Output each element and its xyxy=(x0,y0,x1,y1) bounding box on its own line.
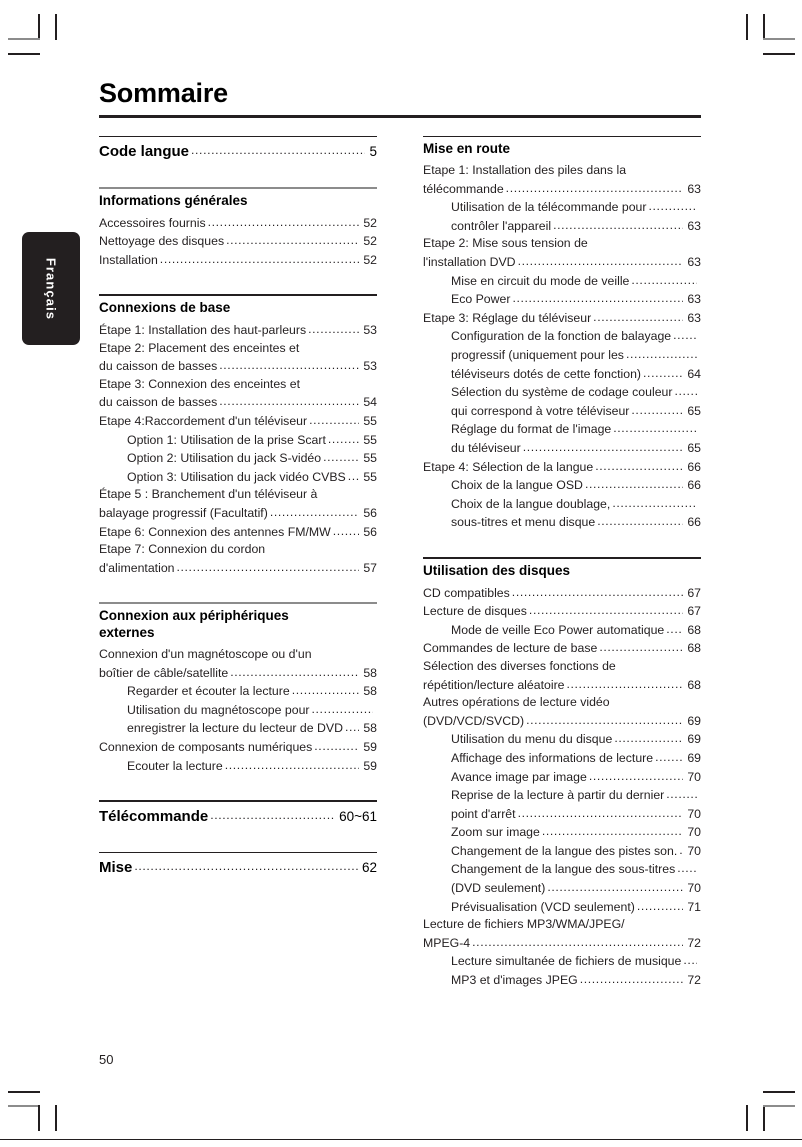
toc-entry-lecture-de-disques[interactable] xyxy=(423,602,701,621)
toc-entry-label: répétition/lecture aléatoire xyxy=(423,677,565,692)
toc-dot-leader xyxy=(593,309,683,327)
toc-entry-label: Changement de la langue des sous-titres xyxy=(451,862,676,877)
toc-entry-dvd-seulement[interactable] xyxy=(423,879,701,898)
toc-page-number: 54 xyxy=(363,395,377,410)
toc-entry-lecture-de-fichiers-mp3-wma-jpeg[interactable] xyxy=(423,916,701,934)
toc-entry-label: Avance image par image xyxy=(451,769,587,784)
toc-entry-label: Commandes de lecture de base xyxy=(423,641,598,656)
toc-dot-leader xyxy=(226,232,359,250)
language-side-tab xyxy=(22,232,80,345)
crop-mark-top-right-bleed xyxy=(763,53,795,55)
toc-entry-label: Prévisualisation (VCD seulement) xyxy=(451,899,635,914)
toc-entry-balayage-progressif-facultatif[interactable] xyxy=(99,504,377,523)
toc-page-number: 65 xyxy=(687,441,701,455)
toc-entry-utilisation-du-menu-du-disque[interactable] xyxy=(423,730,701,749)
section-rule xyxy=(99,187,377,189)
toc-dot-leader xyxy=(613,420,697,438)
toc-entry-mpeg-4[interactable] xyxy=(423,934,701,953)
section-rule xyxy=(99,294,377,296)
toc-entry-label: téléviseurs dotés de cette fonction) xyxy=(451,366,642,381)
toc-dot-leader xyxy=(673,327,697,345)
toc-page-number: 70 xyxy=(687,825,701,840)
toc-entry-label: boîtier de câble/satellite xyxy=(99,665,229,680)
toc-entry-enregistrer-la-lecture-du-lecteur-de-dvd[interactable] xyxy=(99,719,377,738)
block-spacer xyxy=(99,164,377,173)
toc-entry-lecture-simultanee-de-fichiers-de-musique[interactable] xyxy=(423,952,701,971)
toc-dot-leader xyxy=(333,523,360,541)
toc-dot-leader xyxy=(567,676,684,694)
toc-entry-label: Autres opérations de lecture vidéo xyxy=(423,695,610,710)
toc-dot-leader xyxy=(314,738,359,756)
block-spacer xyxy=(99,271,377,280)
toc-entry-telecommande[interactable] xyxy=(423,180,701,199)
toc-entry-label: du caisson de basses xyxy=(99,395,218,410)
toc-page-number: 56 xyxy=(363,506,377,520)
toc-block-mise xyxy=(99,829,377,879)
toc-page-number: 70 xyxy=(687,881,701,896)
toc-page-number: 63 xyxy=(687,310,701,325)
toc-page-number: 70 xyxy=(687,843,701,858)
toc-dot-leader xyxy=(649,198,698,216)
toc-entry-label: Utilisation du magnétoscope pour xyxy=(127,702,310,717)
toc-dot-leader xyxy=(210,805,335,826)
toc-entry-utilisation-de-la-telecommande-pour[interactable] xyxy=(423,198,701,217)
toc-entry-avance-image-par-image[interactable] xyxy=(423,768,701,787)
block-spacer xyxy=(99,829,377,838)
toc-entry-ecouter-la-lecture[interactable] xyxy=(99,757,377,776)
toc-dot-leader xyxy=(589,768,684,786)
toc-page-number: 72 xyxy=(687,935,701,950)
crop-mark-bottom-right-inner xyxy=(746,1105,748,1131)
toc-entry-reglage-du-format-de-l-image[interactable] xyxy=(423,420,701,439)
toc-entry-mise-en-circuit-du-mode-de-veille[interactable] xyxy=(423,272,701,291)
toc-page-number: 68 xyxy=(687,622,701,637)
toc-entry-label: du caisson de basses xyxy=(99,359,218,374)
toc-dot-leader xyxy=(683,952,697,970)
toc-entry-zoom-sur-image[interactable] xyxy=(423,823,701,842)
crop-mark-bottom-right-horizontal xyxy=(763,1105,795,1107)
page-title: Sommaire xyxy=(99,78,228,108)
toc-page-number: 70 xyxy=(687,769,701,784)
section-heading-informations-generales: Informations générales xyxy=(99,192,248,208)
toc-page-number: 63 xyxy=(687,292,701,307)
toc-entry-label: Mise xyxy=(99,859,133,877)
toc-block-utilisation-des-disques xyxy=(423,534,701,990)
toc-page-number: 66 xyxy=(687,478,701,493)
toc-entry-option-1-utilisation-de-la-prise-scart[interactable] xyxy=(99,431,377,450)
toc-dot-leader xyxy=(328,431,359,449)
toc-entry-choix-de-la-langue-doublage[interactable] xyxy=(423,495,701,514)
toc-page-number: 55 xyxy=(363,414,377,429)
toc-dot-leader xyxy=(219,357,359,375)
toc-dot-leader xyxy=(631,402,683,420)
toc-entry-label: Etape 4: Sélection de la langue xyxy=(423,459,594,474)
toc-entry-label: Nettoyage des disques xyxy=(99,234,225,249)
section-rule xyxy=(99,800,377,802)
toc-entry-label: (DVD seulement) xyxy=(451,881,546,896)
toc-entry-label: Lecture de disques xyxy=(423,604,527,619)
toc-page-number: 53 xyxy=(363,359,377,374)
section-rule xyxy=(423,557,701,559)
toc-entry-label: Changement de la langue des pistes son. xyxy=(451,843,678,858)
crop-mark-bottom-right-bleed xyxy=(763,1091,795,1093)
toc-dot-leader xyxy=(177,559,360,577)
toc-entry-label: MPEG-4 xyxy=(423,935,471,950)
toc-entry-label: Option 1: Utilisation de la prise Scart xyxy=(127,432,326,447)
toc-dot-leader xyxy=(542,823,683,841)
toc-page-number: 63 xyxy=(687,181,701,196)
toc-entry-point-d-arret[interactable] xyxy=(423,805,701,824)
toc-page-number: 63 xyxy=(687,255,701,270)
toc-entry-dvd-vcd-svcd[interactable] xyxy=(423,712,701,731)
toc-entry-label: qui correspond à votre téléviseur xyxy=(451,403,630,418)
page-content xyxy=(99,78,701,992)
toc-entry-label: Reprise de la lecture à partir du dernier xyxy=(451,788,665,803)
toc-entry-label: Sélection du système de codage couleur xyxy=(451,385,673,400)
toc-entry-etape-5-branchement-d-un-televiseur-a[interactable] xyxy=(99,486,377,504)
toc-entry-label: Etape 1: Installation des piles dans la xyxy=(423,163,627,178)
toc-entry-label: Télécommande xyxy=(99,807,209,825)
toc-entry-mp3-et-d-images-jpeg[interactable] xyxy=(423,971,701,990)
toc-entry-label: Étape 5 : Branchement d'un téléviseur à xyxy=(99,487,318,502)
toc-dot-leader xyxy=(679,842,683,860)
toc-page-number: 60~61 xyxy=(339,808,377,824)
toc-entry-label: Sélection des diverses fonctions de xyxy=(423,658,616,673)
toc-page-number: 53 xyxy=(363,323,377,338)
crop-mark-top-left-horizontal xyxy=(8,38,40,40)
toc-entry-qui-correspond-a-votre-televiseur[interactable] xyxy=(423,402,701,421)
toc-entry-etape-1-installation-des-piles-dans-la[interactable] xyxy=(423,162,701,180)
toc-entry-label: Utilisation du menu du disque xyxy=(451,732,613,747)
toc-entry-regarder-et-ecouter-la-lecture[interactable] xyxy=(99,682,377,701)
toc-entry-label: Installation xyxy=(99,252,158,267)
toc-entry-accessoires-fournis[interactable] xyxy=(99,214,377,233)
toc-entry-choix-de-la-langue-osd[interactable] xyxy=(423,476,701,495)
toc-page-number: 59 xyxy=(363,739,377,754)
toc-entry-label: Etape 7: Connexion du cordon xyxy=(99,542,266,557)
toc-dot-leader xyxy=(626,346,697,364)
toc-entry-sous-titres-et-menu-disque[interactable] xyxy=(423,513,701,532)
toc-dot-leader xyxy=(312,701,373,719)
toc-entry-label: Etape 4:Raccordement d'un téléviseur xyxy=(99,414,308,429)
toc-page-number: 66 xyxy=(687,459,701,474)
toc-entry-label: MP3 et d'images JPEG xyxy=(451,973,578,988)
toc-dot-leader xyxy=(518,253,684,271)
crop-mark-top-left-bleed xyxy=(8,53,40,55)
toc-dot-leader xyxy=(674,383,697,401)
toc-entry-label: Option 3: Utilisation du jack vidéo CVBS xyxy=(127,469,346,484)
toc-dot-leader xyxy=(308,321,359,339)
toc-dot-leader xyxy=(666,786,697,804)
toc-entry-label: Utilisation de la télécommande pour xyxy=(451,200,647,215)
toc-page-number: 63 xyxy=(687,218,701,233)
toc-entry-etape-2-placement-des-enceintes-et[interactable] xyxy=(99,340,377,358)
crop-mark-bottom-left-bleed xyxy=(8,1091,40,1093)
toc-entry-progressif-uniquement-pour-les[interactable] xyxy=(423,346,701,365)
toc-entry-mode-de-veille-eco-power-automatique[interactable] xyxy=(423,621,701,640)
toc-entry-label: Etape 2: Placement des enceintes et xyxy=(99,340,300,355)
toc-entry-label: Étape 1: Installation des haut-parleurs xyxy=(99,323,307,338)
toc-entry-label: point d'arrêt xyxy=(451,806,516,821)
toc-entry-du-televiseur[interactable] xyxy=(423,439,701,458)
toc-entry-label: progressif (uniquement pour les xyxy=(451,348,624,363)
toc-page-number: 69 xyxy=(687,732,701,747)
toc-entry-label: Accessoires fournis xyxy=(99,215,206,230)
toc-dot-leader xyxy=(666,621,683,639)
toc-entry-label: sous-titres et menu disque xyxy=(451,515,596,530)
toc-dot-leader xyxy=(637,898,683,916)
toc-dot-leader xyxy=(523,439,684,457)
toc-entry-label: Etape 3: Connexion des enceintes et xyxy=(99,376,300,391)
toc-page-number: 58 xyxy=(363,721,377,736)
crop-mark-top-left-inner xyxy=(55,14,57,40)
toc-entry-etape-3-reglage-du-televiseur[interactable] xyxy=(423,309,701,328)
toc-dot-leader xyxy=(270,504,359,522)
toc-entry-repetition-lecture-aleatoire[interactable] xyxy=(423,676,701,695)
toc-entry-label: d'alimentation xyxy=(99,560,175,575)
toc-entry-label: Connexion d'un magnétoscope ou d'un xyxy=(99,646,312,661)
toc-entry-utilisation-du-magnetoscope-pour[interactable] xyxy=(99,701,377,720)
toc-entry-selection-du-systeme-de-codage-couleur[interactable] xyxy=(423,383,701,402)
toc-entry-cd-compatibles[interactable] xyxy=(423,584,701,603)
toc-dot-leader xyxy=(529,602,683,620)
toc-page-number: 52 xyxy=(363,215,377,230)
toc-page-number: 58 xyxy=(363,684,377,699)
toc-dot-leader xyxy=(580,971,684,989)
toc-entry-commandes-de-lecture-de-base[interactable] xyxy=(423,639,701,658)
section-rule xyxy=(99,852,377,854)
toc-dot-leader xyxy=(547,879,683,897)
toc-page-number: 59 xyxy=(363,758,377,773)
crop-mark-top-right-vertical xyxy=(763,14,765,40)
crop-mark-bottom-left-inner xyxy=(55,1105,57,1131)
toc-entry-etape-4-selection-de-la-langue[interactable] xyxy=(423,458,701,477)
section-heading-mise-en-route: Mise en route xyxy=(423,141,511,157)
toc-entry-label: Option 2: Utilisation du jack S-vidéo xyxy=(127,451,322,466)
toc-entry-label: télécommande xyxy=(423,181,504,196)
toc-page-number: 66 xyxy=(687,515,701,530)
toc-entry-code-langue[interactable] xyxy=(99,140,377,162)
toc-entry-label: contrôler l'appareil xyxy=(451,218,552,233)
toc-entry-label: Lecture simultanée de fichiers de musique xyxy=(451,954,682,969)
toc-entry-label: Choix de la langue doublage, xyxy=(451,496,611,511)
toc-dot-leader xyxy=(599,639,683,657)
toc-dot-leader xyxy=(526,712,683,730)
toc-entry-label: Choix de la langue OSD xyxy=(451,478,583,493)
toc-entry-controler-l-appareil[interactable] xyxy=(423,217,701,236)
toc-page-number: 55 xyxy=(363,432,377,447)
bottom-trim-line xyxy=(0,1139,802,1140)
toc-block-connexions-de-base xyxy=(99,271,377,577)
page-number: 50 xyxy=(99,1052,114,1067)
toc-entry-reprise-de-la-lecture-a-partir-du-dernier[interactable] xyxy=(423,786,701,805)
toc-dot-leader xyxy=(595,458,683,476)
toc-entry-label: Etape 3: Réglage du téléviseur xyxy=(423,310,592,325)
toc-dot-leader xyxy=(323,449,359,467)
crop-mark-bottom-right-vertical xyxy=(763,1105,765,1131)
section-heading-connexion-aux-peripheriques: Connexion aux périphériques externes xyxy=(99,607,377,641)
toc-page-number: 71 xyxy=(687,899,701,914)
toc-entry-connexion-de-composants-numeriques[interactable] xyxy=(99,738,377,757)
toc-dot-leader xyxy=(506,180,684,198)
toc-dot-leader xyxy=(160,251,360,269)
toc-entry-label: Ecouter la lecture xyxy=(127,758,223,773)
block-spacer xyxy=(99,777,377,786)
title-underline-rule xyxy=(99,115,701,118)
toc-columns xyxy=(99,136,701,992)
toc-entry-installation[interactable] xyxy=(99,251,377,270)
crop-mark-bottom-left-vertical xyxy=(38,1105,40,1131)
toc-entry-eco-power[interactable] xyxy=(423,290,701,309)
toc-page-number: 55 xyxy=(363,469,377,484)
toc-dot-leader xyxy=(655,749,683,767)
toc-entry-autres-operations-de-lecture-video[interactable] xyxy=(423,694,701,712)
section-heading-utilisation-des-disques: Utilisation des disques xyxy=(423,562,571,578)
toc-entry-label: (DVD/VCD/SVCD) xyxy=(423,713,525,728)
toc-entry-televiseurs-dotes-de-cette-fonction[interactable] xyxy=(423,365,701,384)
toc-entry-option-2-utilisation-du-jack-s-video[interactable] xyxy=(99,449,377,468)
toc-dot-leader xyxy=(512,584,684,602)
toc-entry-etape-2-mise-sous-tension-de[interactable] xyxy=(423,235,701,253)
toc-entry-previsualisation-vcd-seulement[interactable] xyxy=(423,898,701,917)
toc-dot-leader xyxy=(134,856,358,877)
toc-page-number: 64 xyxy=(687,366,701,381)
toc-page-number: 70 xyxy=(687,806,701,821)
section-heading-line2: externes xyxy=(99,624,155,640)
toc-block-informations-generales xyxy=(99,164,377,269)
toc-dot-leader xyxy=(208,214,360,232)
toc-column-left xyxy=(99,136,377,992)
toc-entry-l-installation-dvd[interactable] xyxy=(423,253,701,272)
toc-dot-leader xyxy=(631,272,697,290)
toc-dot-leader xyxy=(612,495,697,513)
toc-entry-changement-de-la-langue-des-sous-titres[interactable] xyxy=(423,860,701,879)
toc-dot-leader xyxy=(677,860,697,878)
toc-entry-label: Mode de veille Eco Power automatique xyxy=(451,622,665,637)
block-spacer xyxy=(423,534,701,543)
toc-entry-label: Connexion de composants numériques xyxy=(99,739,313,754)
toc-entry-label: balayage progressif (Facultatif) xyxy=(99,506,268,520)
crop-mark-bottom-left-horizontal xyxy=(8,1105,40,1107)
toc-page-number: 62 xyxy=(361,860,377,876)
toc-dot-leader xyxy=(225,757,360,775)
toc-block-code-langue xyxy=(99,136,377,163)
toc-entry-boitier-de-cable-satellite[interactable] xyxy=(99,664,377,683)
toc-page-number: 72 xyxy=(687,973,701,988)
toc-entry-label: Configuration de la fonction de balayage xyxy=(451,329,672,344)
toc-entry-d-alimentation[interactable] xyxy=(99,559,377,578)
toc-entry-option-3-utilisation-du-jack-video-cvbs[interactable] xyxy=(99,468,377,487)
toc-page-number: 52 xyxy=(363,252,377,267)
toc-dot-leader xyxy=(348,468,360,486)
toc-entry-changement-de-la-langue-des-pistes-son[interactable] xyxy=(423,842,701,861)
toc-page-number: 68 xyxy=(687,677,701,692)
toc-entry-label: Zoom sur image xyxy=(451,825,540,840)
toc-page-number: 69 xyxy=(687,750,701,765)
toc-entry-connexion-d-un-magnetoscope-ou-d-un[interactable] xyxy=(99,646,377,664)
toc-entry-label: Affichage des informations de lecture xyxy=(451,750,654,765)
section-rule xyxy=(99,602,377,604)
toc-page-number: 67 xyxy=(687,604,701,619)
toc-dot-leader xyxy=(345,719,359,737)
toc-page-number: 67 xyxy=(687,585,701,600)
crop-mark-top-right-horizontal xyxy=(763,38,795,40)
toc-entry-selection-des-diverses-fonctions-de[interactable] xyxy=(423,658,701,676)
crop-mark-top-right-inner xyxy=(746,14,748,40)
section-heading-connexions-de-base: Connexions de base xyxy=(99,300,231,316)
toc-block-telecommande xyxy=(99,777,377,827)
toc-entry-du-caisson-de-basses[interactable] xyxy=(99,393,377,412)
toc-page-number: 69 xyxy=(687,713,701,728)
toc-entry-etape-4-raccordement-d-un-televiseur[interactable] xyxy=(99,412,377,431)
toc-entry-label: Mise en circuit du mode de veille xyxy=(451,273,630,288)
block-spacer xyxy=(99,579,377,588)
toc-dot-leader xyxy=(219,393,359,411)
toc-entry-label: Lecture de fichiers MP3/WMA/JPEG/ xyxy=(423,917,625,932)
toc-dot-leader xyxy=(553,217,683,235)
toc-entry-etape-7-connexion-du-cordon[interactable] xyxy=(99,541,377,559)
toc-entry-du-caisson-de-basses[interactable] xyxy=(99,357,377,376)
toc-column-right xyxy=(423,136,701,992)
toc-entry-label: Etape 6: Connexion des antennes FM/MW xyxy=(99,524,331,539)
toc-entry-label: Eco Power xyxy=(451,292,511,307)
toc-entry-label: enregistrer la lecture du lecteur de DVD xyxy=(127,721,343,736)
section-rule xyxy=(423,136,701,138)
toc-dot-leader xyxy=(518,805,684,823)
toc-dot-leader xyxy=(309,412,359,430)
toc-dot-leader xyxy=(585,476,683,494)
toc-entry-etape-3-connexion-des-enceintes-et[interactable] xyxy=(99,376,377,394)
crop-mark-top-left-vertical xyxy=(38,14,40,40)
toc-page-number: 56 xyxy=(363,524,377,539)
toc-dot-leader xyxy=(472,934,683,952)
toc-entry-label: l'installation DVD xyxy=(423,255,516,270)
toc-dot-leader xyxy=(643,365,683,383)
toc-page-number: 52 xyxy=(363,234,377,249)
toc-dot-leader xyxy=(512,290,683,308)
toc-entry-nettoyage-des-disques[interactable] xyxy=(99,232,377,251)
toc-entry-label: Regarder et écouter la lecture xyxy=(127,684,290,699)
toc-page-number: 58 xyxy=(363,665,377,680)
toc-entry-label: Etape 2: Mise sous tension de xyxy=(423,236,588,251)
toc-page-number: 57 xyxy=(363,560,377,575)
toc-page-number: 5 xyxy=(369,144,377,160)
toc-dot-leader xyxy=(230,664,359,682)
toc-dot-leader xyxy=(292,682,360,700)
toc-page-number: 68 xyxy=(687,641,701,656)
toc-page-number: 65 xyxy=(687,403,701,418)
language-side-tab-label: Français xyxy=(43,257,59,320)
section-rule xyxy=(99,136,377,138)
toc-entry-configuration-de-la-fonction-de-balayage[interactable] xyxy=(423,327,701,346)
toc-entry-mise[interactable] xyxy=(99,856,377,878)
toc-entry-label: CD compatibles xyxy=(423,585,510,600)
toc-entry-telecommande[interactable] xyxy=(99,805,377,827)
toc-entry-label: du téléviseur xyxy=(451,441,521,455)
toc-entry-etape-1-installation-des-haut-parleurs[interactable] xyxy=(99,321,377,340)
toc-dot-leader xyxy=(597,513,683,531)
toc-entry-label: Code langue xyxy=(99,143,190,161)
toc-entry-affichage-des-informations-de-lecture[interactable] xyxy=(423,749,701,768)
toc-block-mise-en-route xyxy=(423,136,701,532)
toc-dot-leader xyxy=(191,140,365,161)
toc-block-connexion-aux-peripheriques xyxy=(99,579,377,775)
toc-dot-leader xyxy=(614,730,683,748)
toc-page-number: 55 xyxy=(363,451,377,466)
toc-entry-etape-6-connexion-des-antennes-fm-mw[interactable] xyxy=(99,523,377,542)
toc-entry-label: Réglage du format de l'image xyxy=(451,422,612,437)
